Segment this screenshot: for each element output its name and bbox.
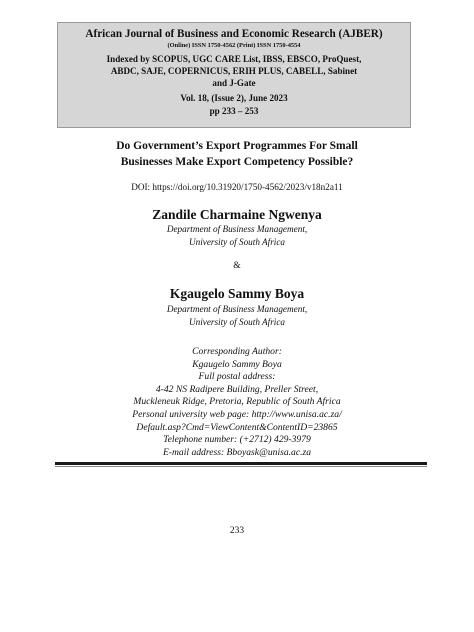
article-title-line: Do Government’s Export Programmes For Small (116, 140, 358, 152)
corresponding-line: E-mail address: Bboyask@unisa.ac.za (162, 446, 312, 458)
doi-line: DOI: https://doi.org/10.31920/1750-4562/2023/v18n2a11 (131, 182, 343, 192)
journal-header-box (57, 22, 411, 128)
corresponding-line: Full postal address: (198, 371, 276, 383)
journal-title: African Journal of Business and Economic Research (AJBER) (85, 28, 383, 40)
corresponding-line: Personal university web page: http://www.unisa.ac.za/ (132, 408, 342, 420)
author-university: University of South Africa (188, 316, 286, 327)
indexing-line: Indexed by SCOPUS, UGC CARE List, IBSS, EBSCO, ProQuest, (106, 54, 362, 64)
divider-rule-thin (55, 466, 427, 467)
author-department: Department of Business Management, (166, 224, 308, 234)
volume-issue: Vol. 18, (Issue 2), June 2023 (180, 93, 288, 103)
indexing-line: ABDC, SAJE, COPERNICUS, ERIH PLUS, CABELL, Sabinet (110, 66, 358, 76)
author-separator: & (233, 261, 241, 271)
journal-issn: (Online) ISSN 1750-4562 (Print) ISSN 1750-4554 (167, 42, 301, 49)
corresponding-line: Telephone number: (+2712) 429-3979 (163, 434, 311, 446)
author-affiliation (40, 303, 434, 328)
page-number: 233 (229, 526, 245, 536)
author-university: University of South Africa (188, 236, 286, 247)
article-title-line: Businesses Make Export Competency Possible? (120, 156, 354, 168)
author-name: Zandile Charmaine Ngwenya (152, 207, 322, 222)
divider-rule (55, 462, 427, 465)
indexing-line: and J-Gate (212, 78, 256, 88)
corresponding-author-block (40, 346, 434, 459)
article-title (40, 138, 434, 170)
corresponding-line: Default.asp?Cmd=ViewContent&ContentID=23865 (136, 421, 338, 433)
author-affiliation (40, 223, 434, 248)
corresponding-line: 4-42 NS Radipere Building, Preller Street, (155, 383, 319, 395)
author-name: Kgaugelo Sammy Boya (169, 286, 305, 301)
author-department: Department of Business Management, (166, 304, 308, 314)
page-range: pp 233 – 253 (209, 106, 259, 116)
corresponding-line: Muckleneuk Ridge, Pretoria, Republic of South Africa (133, 396, 341, 408)
indexing-list (58, 53, 410, 89)
corresponding-line: Corresponding Author: (192, 346, 282, 357)
corresponding-line: Kgaugelo Sammy Boya (192, 358, 282, 370)
